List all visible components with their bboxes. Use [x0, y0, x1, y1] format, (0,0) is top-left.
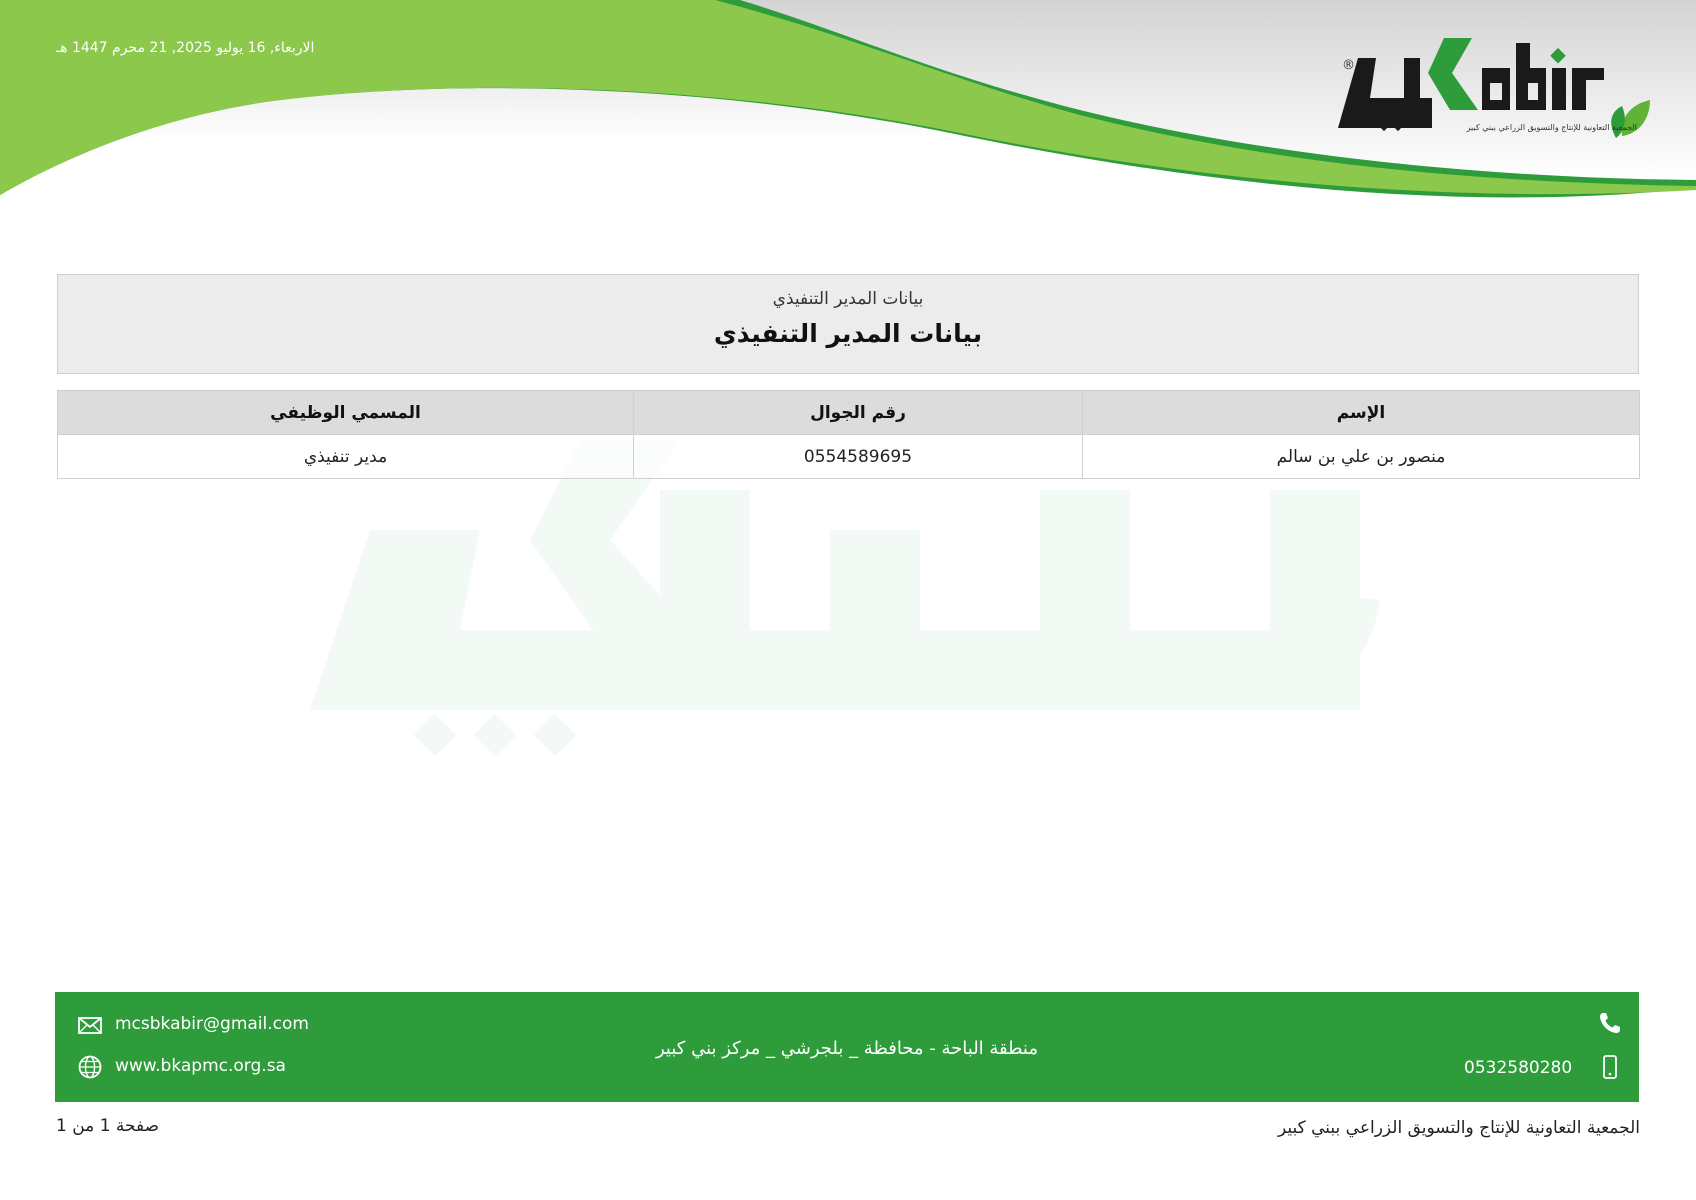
section-title: بيانات المدير التنفيذي [713, 319, 983, 348]
footer-website[interactable]: www.bkapmc.org.sa [115, 1056, 286, 1076]
page-number: صفحة 1 من 1 [56, 1116, 160, 1136]
cell-job-title: مدير تنفيذي [58, 435, 634, 479]
section-subtitle: بيانات المدير التنفيذي [772, 289, 924, 309]
header-mobile: رقم الجوال [634, 391, 1083, 435]
email-icon [77, 1012, 103, 1038]
header-name: الإسم [1083, 391, 1640, 435]
footer-contact-bar [55, 992, 1639, 1102]
footer-phone[interactable]: 0532580280 [1464, 1058, 1573, 1078]
footer-org-name: الجمعية التعاونية للإنتاج والتسويق الزراعي ببني كبير [1277, 1118, 1640, 1138]
mobile-phone-icon [1597, 1054, 1623, 1080]
header-date: الاربعاء, 16 يوليو 2025, 21 محرم 1447 هـ [56, 40, 315, 56]
header-job-title: المسمي الوظيفي [58, 391, 634, 435]
table-header-row [58, 391, 1640, 435]
phone-icon [1597, 1010, 1623, 1036]
footer-email[interactable]: mcsbkabir@gmail.com [115, 1014, 309, 1034]
table-row [58, 435, 1640, 479]
executive-table [57, 390, 1640, 479]
registered-mark: ® [1342, 58, 1355, 73]
kabir-logo [1332, 28, 1662, 148]
cell-mobile: 0554589695 [634, 435, 1083, 479]
logo-tagline: الجمعية التعاونية للإنتاج والتسويق الزراعي ببني كبير [1466, 123, 1637, 132]
cell-name: منصور بن علي بن سالم [1083, 435, 1640, 479]
footer-address: منطقة الباحة - محافظة _ بلجرشي _ مركز بني كبير [655, 1038, 1039, 1059]
section-title-box [57, 274, 1639, 374]
